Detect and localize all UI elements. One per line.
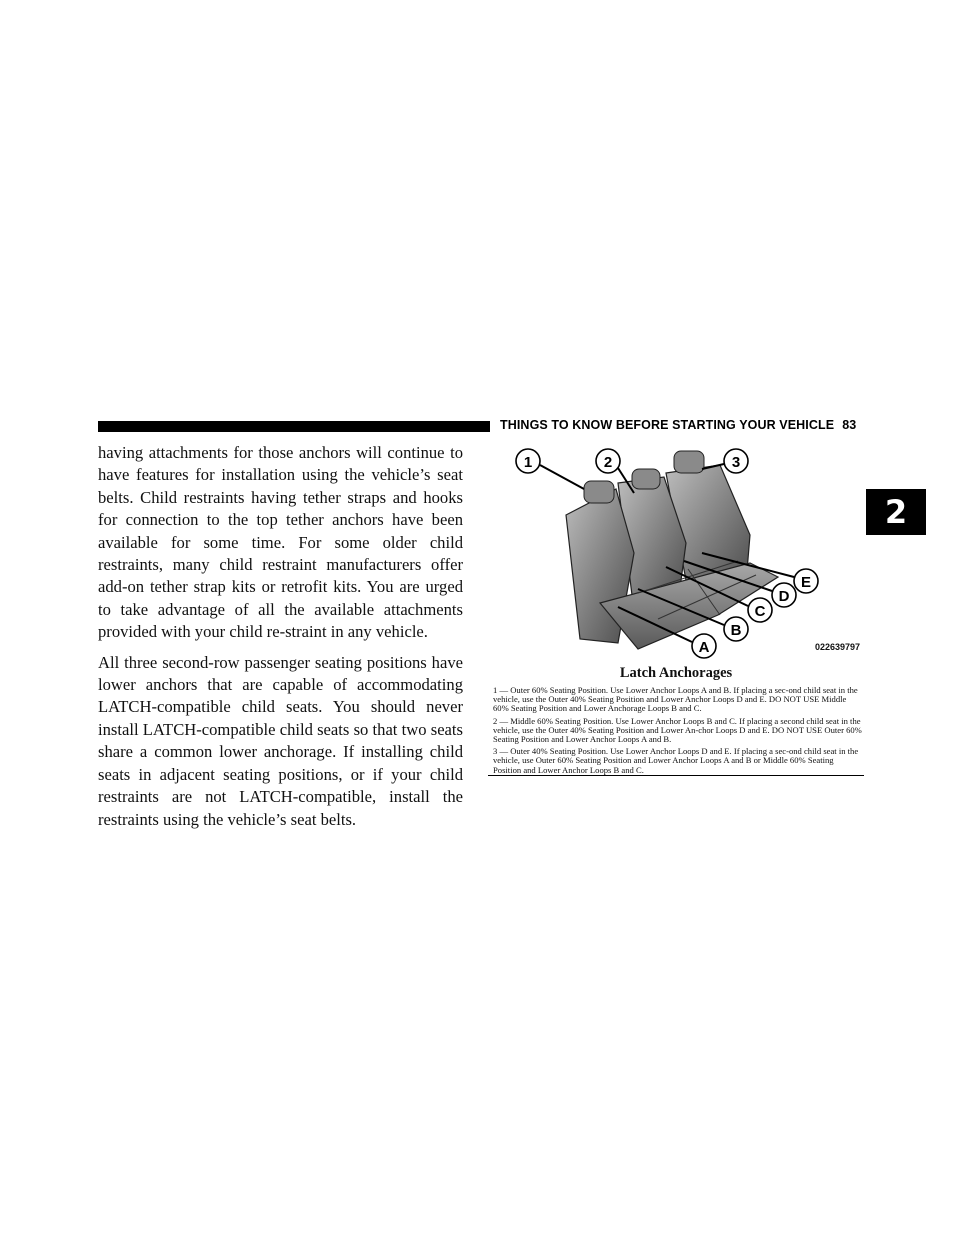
body-paragraph-1: having attachments for those anchors will continue to have features for installation using the vehicle’s seat belts. Child restraints having tether straps and hooks for connection to the top tether anchors have been available for some time. For some older child restraints, many child restraint manufacturers offer add-on tether strap kits or retrofit kits. You are urged to take advantage of all the available attachments provided with your child re-straint in any vehicle. (98, 443, 463, 642)
latch-anchorages-figure (488, 443, 864, 660)
svg-text:E: E (800, 574, 812, 591)
headrest-1 (584, 481, 614, 503)
svg-text:A: A (698, 639, 710, 656)
seat-illustration (488, 443, 864, 660)
svg-text:1: 1 (523, 454, 533, 471)
note-2: 2 — Middle 60% Seating Position. Use Lower Anchor Loops B and C. If placing a second child seat in the vehicle, use the Outer 40% Seating Position and Lower An-chor Loops D and E. DO NOT USE Outer 60% Seating Position and Lower Anchor Loops A and B. (493, 715, 862, 745)
svg-text:2: 2 (603, 454, 613, 471)
note-1: 1 — Outer 60% Seating Position. Use Lower Anchor Loops A and B. If placing a sec-ond child seat in the vehicle, use the Outer 40% Seating Position and Lower Anchor Loops D and E. DO NOT USE Middle 60% Seating Position and Lower Anchorage Loops B and C. (493, 685, 858, 714)
figure-code: 022639797 (814, 642, 860, 652)
body-paragraph-2: All three second-row passenger seating positions have lower anchors that are capable of accommodating LATCH-compatible child seats. You should never install LATCH-compatible child seats so that two seats share a common lower anchorage. If installing child seats in adjacent seating positions, or if your child restraints are not LATCH-compatible, install the restraints using the vehicle’s seat belts. (98, 652, 463, 829)
svg-text:B: B (730, 622, 742, 639)
headrest-2 (632, 469, 660, 489)
chapter-tab: 2 (866, 489, 926, 535)
header-title: THINGS TO KNOW BEFORE STARTING YOUR VEHICLE (500, 418, 835, 432)
svg-text:D: D (778, 588, 790, 605)
figure-caption: Latch Anchorages (619, 665, 733, 681)
notes-rule (488, 775, 864, 776)
body-text (98, 442, 463, 839)
figure-notes (493, 686, 863, 778)
page-number: 83 (842, 418, 857, 432)
note-3: 3 — Outer 40% Seating Position. Use Lower Anchor Loops D and E. If placing a sec-ond child seat in the vehicle, use Outer 60% Seating Position and Lower Anchor Loops A and B or Middle 60% Seating Position and Lower Anchor Loops B and C. (493, 746, 859, 775)
svg-text:3: 3 (731, 454, 741, 471)
header-rule (98, 421, 490, 432)
running-header (500, 418, 864, 432)
svg-text:C: C (754, 603, 766, 620)
callout-1 (516, 449, 584, 489)
headrest-3 (674, 451, 704, 473)
